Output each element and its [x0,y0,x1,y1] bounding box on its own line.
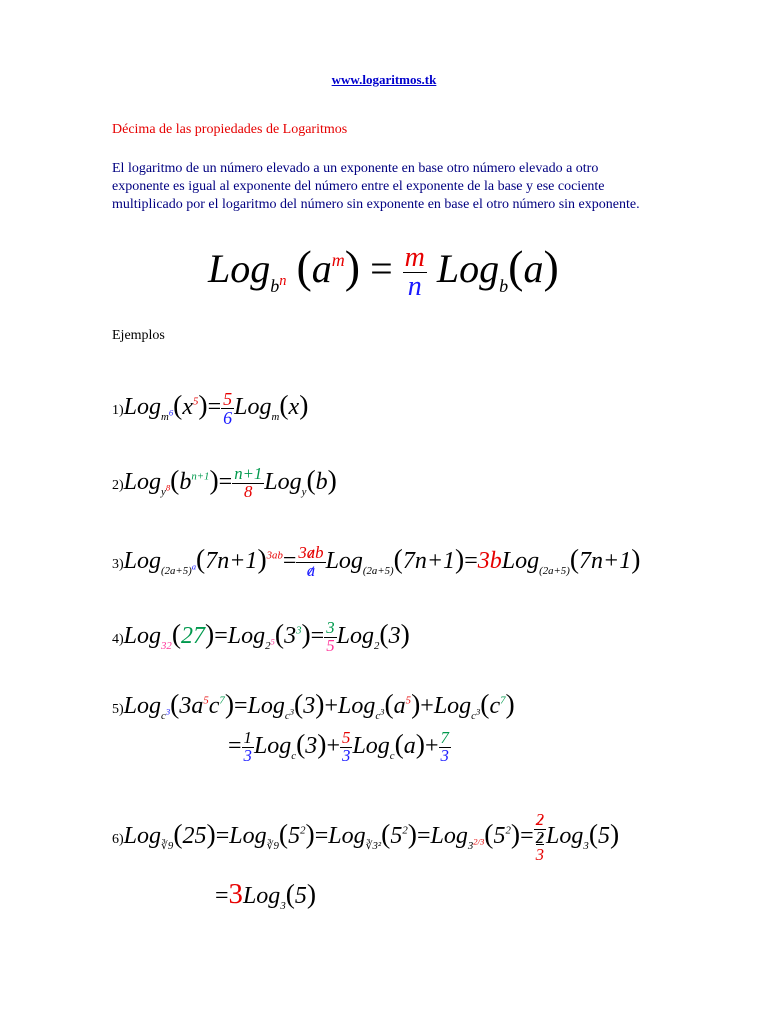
example-5: $5)Log_{c^3}(3a^5c^7)=Log_{c^3}(3)+Log_{c^3}(a^5)+Log_{c^3}(c^7)$ [112,688,515,722]
example-5-line-2: = $\frac{1}{3}$ Log$_c$(3)+ $\frac{5}{3}$ Log$_c$(a)+ $\frac{7}{3}$ [228,728,449,765]
example-number: 3) [112,557,124,572]
example-1: $1)Log_{m^6}(x^5)=$ $\frac{5}{6}$ Log$_m$(x) [112,389,309,428]
example-6-line-2: =3Log$_3$(5) [215,878,317,912]
page-title: Décima de las propiedades de Logaritmos [112,122,348,137]
example-number: 5) [112,702,124,717]
section-label: Ejemplos [112,328,165,343]
example-6: $6)Log_{∛9}(25)=Log_{∛9}(5^2)=Log_{∛3^2}(5^2)=Log_{3^{2/3}}(5^2)=$ 2 2 3 Log$_3$(5) [112,810,620,864]
main-formula: Log$_{b^n}$ $(a^m)$ = $\frac{m}{n}$ Log$_b$(a) [208,241,559,303]
site-link[interactable]: www.logaritmos.tk [331,72,437,87]
example-number: 1) [112,403,124,419]
intro-paragraph: El logaritmo de un número elevado a un exponente en base otro número elevado a otro exponente es igual al exponente del número entre el exponente de la base y ese cociente multiplicado por el logaritmo del número sin exponente en base el otro número sin exponente. [112,161,640,212]
example-4: $4)Log_{32}(27)=Log_{2^5}(3^3)=$ $\frac{3}{5}$ Log$_2$(3) [112,618,410,655]
example-number: 4) [112,632,124,647]
example-2: $2)Log_{y^8}(b^{n+1})=$ $\frac{n+1}{8}$ Log$_y$(b) [112,464,337,501]
example-3: $3)Log_{(2a+5)^a}(7n+1)^{3ab}=$ $\frac{3ab}{a}$ Log$_{(2a+5)}$(7n+1)=3bLog$_{(2a+5)}$(7n+1) [112,543,641,580]
example-number: 6) [112,832,124,848]
example-number: 2) [112,478,124,493]
